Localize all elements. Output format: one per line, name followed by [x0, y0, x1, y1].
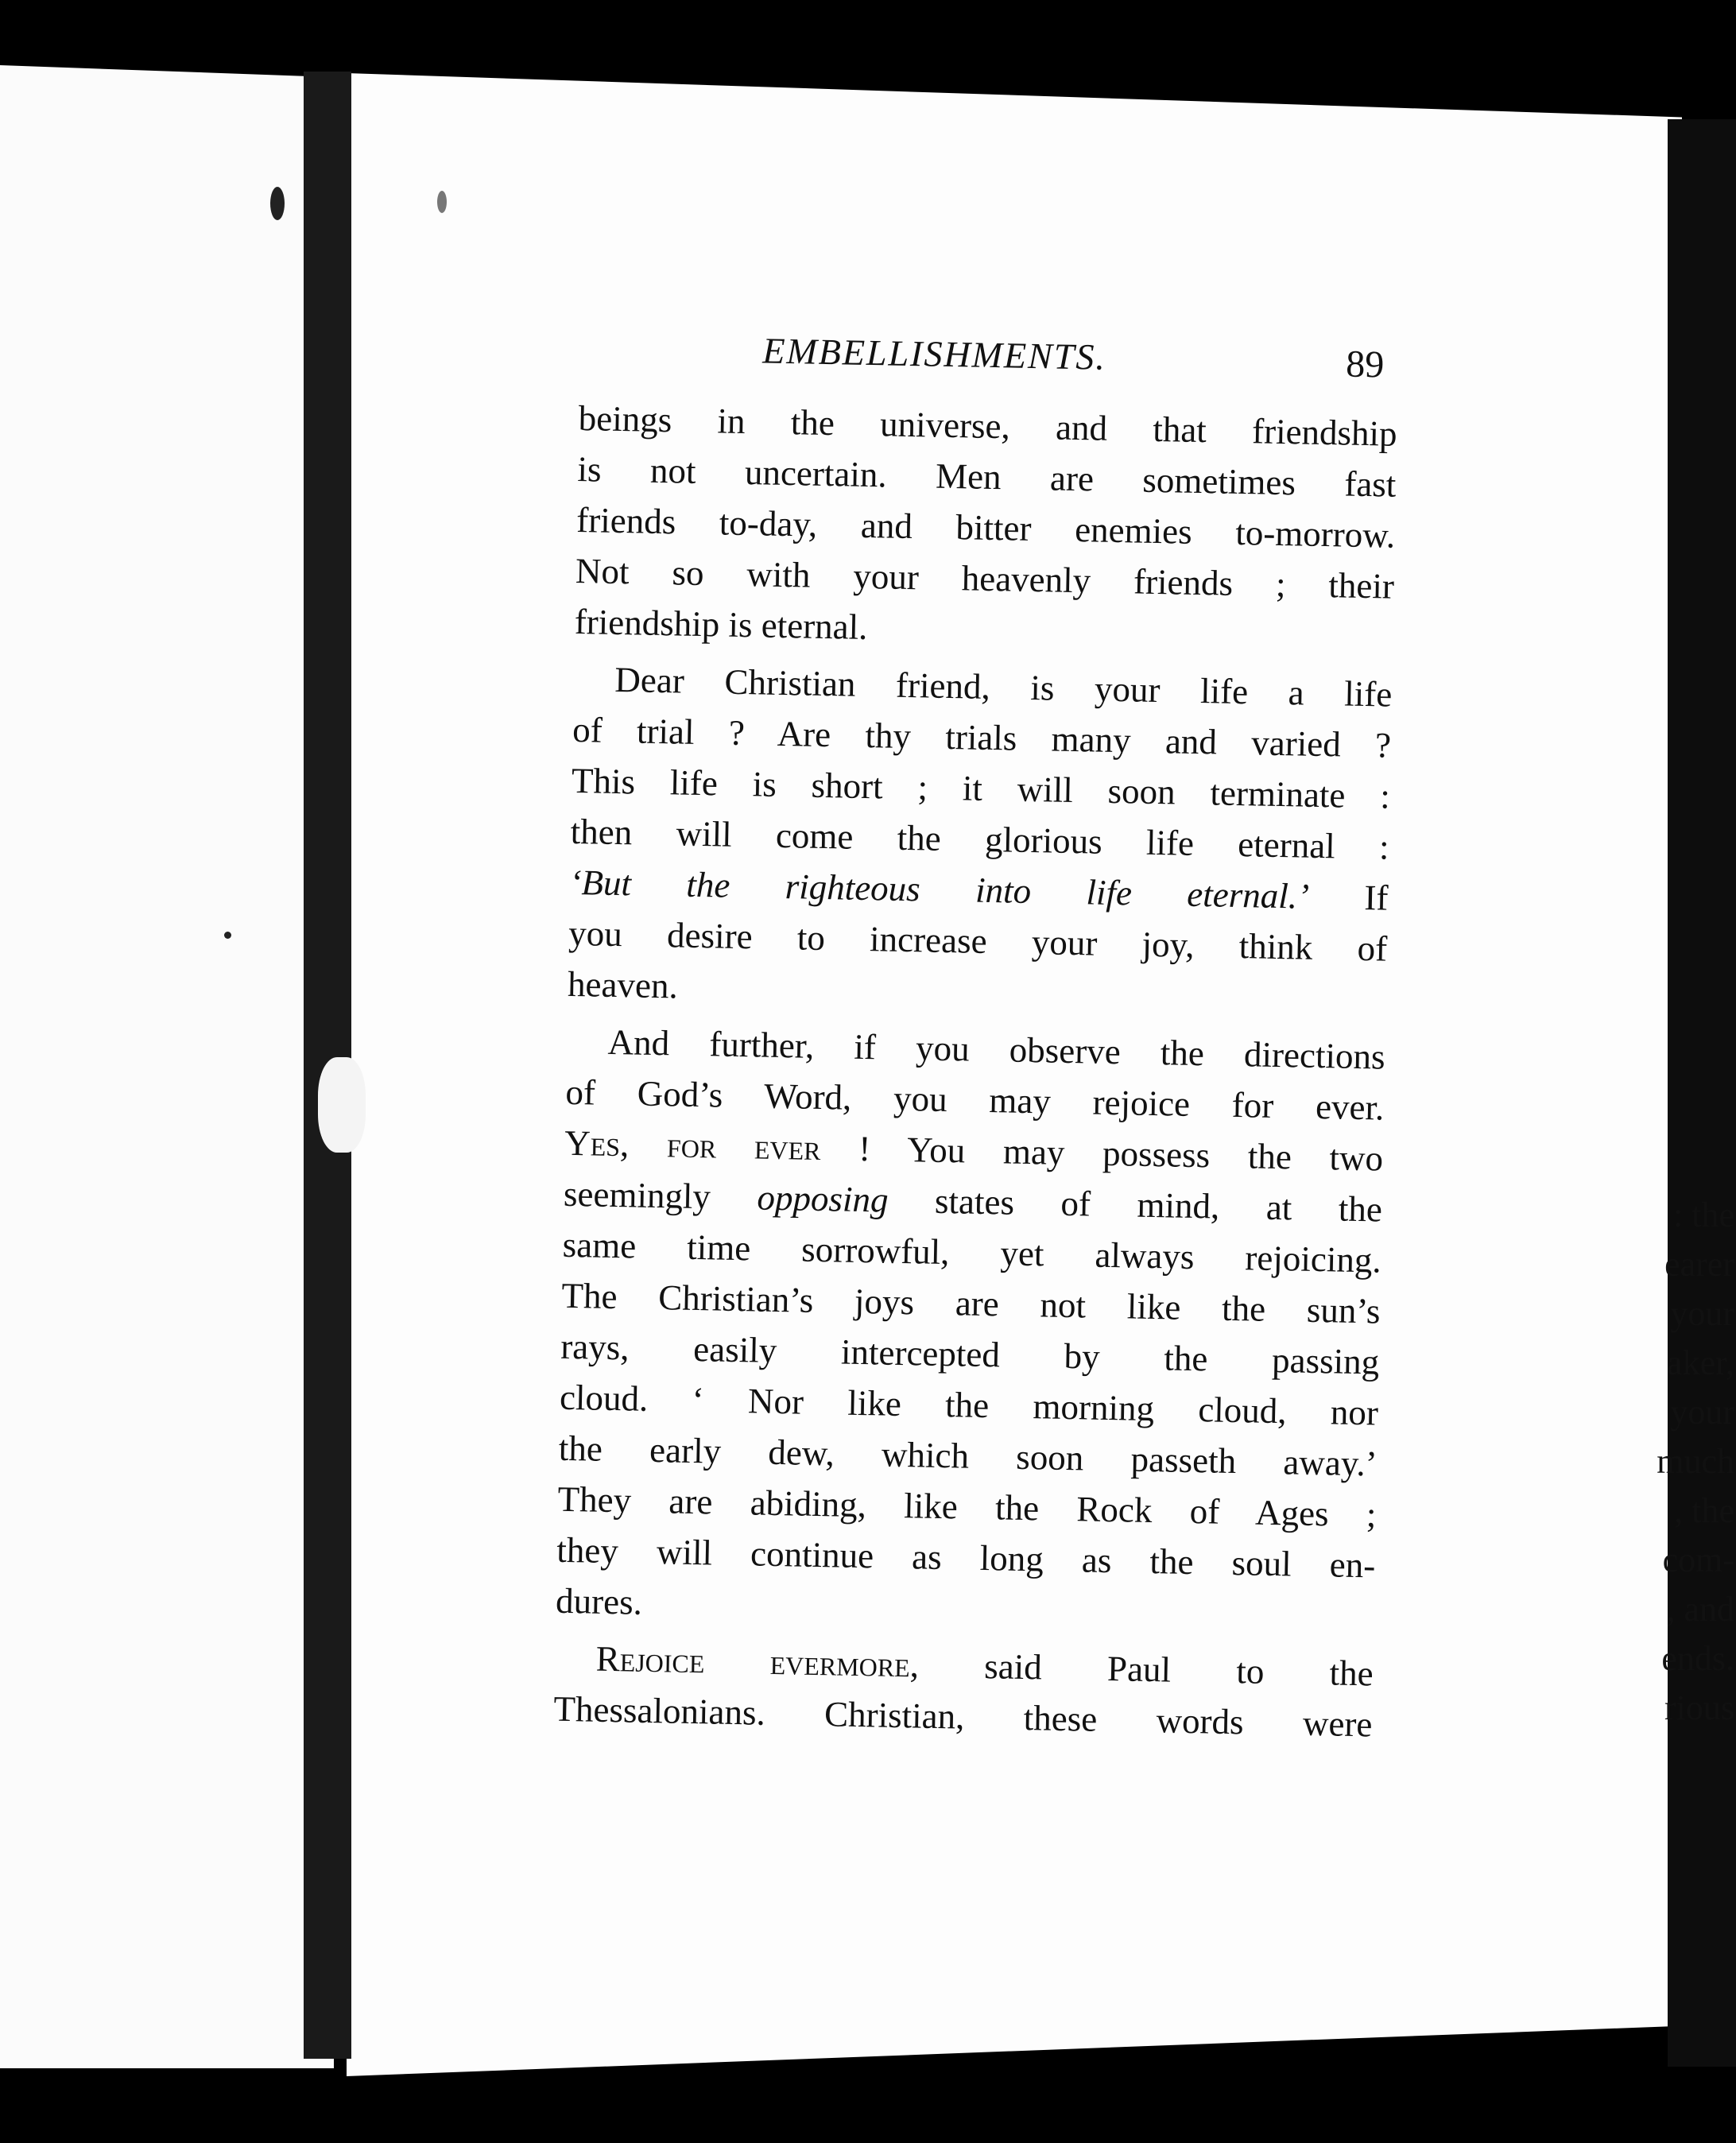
text-fragment: states of mind, at the [934, 1180, 1383, 1230]
left-fragment: ends. [1661, 1639, 1734, 1678]
left-fragment: your [1670, 1294, 1734, 1333]
paragraph-2 [567, 653, 1392, 1025]
text-line: The Christian’s joys are not like the sun’s [561, 1275, 1381, 1331]
text-line: then will come the glorious life eternal : [570, 811, 1390, 867]
ink-speck [224, 932, 231, 939]
text-fragment: If [1363, 878, 1389, 918]
left-fragment: rious [1664, 1688, 1734, 1727]
left-fragment: , the [1674, 1491, 1734, 1530]
left-fragment: , and [1666, 1590, 1734, 1629]
text-line: They are abiding, like the Rock of Ages ; [557, 1478, 1377, 1535]
text-line: Not so with your heavenly friends ; their [575, 550, 1395, 606]
text-line: This life is short ; it will soon terminate : [571, 760, 1391, 816]
page-edge-shadow [1668, 119, 1736, 2067]
text-line: beings in the universe, and that friendship [578, 397, 1398, 454]
scripture-quote: ‘But the righteous into life eternal.’ [569, 862, 1310, 916]
left-fragment: aker, [1667, 1343, 1734, 1382]
text-line: Thessalonians. Christian, these words were [553, 1688, 1373, 1745]
left-fragment: com- [1662, 1540, 1734, 1579]
left-fragment: much [1657, 1442, 1734, 1481]
text-line: dures. [555, 1580, 643, 1622]
text-line: the early dew, which soon passeth away.’ [558, 1428, 1378, 1484]
left-fragment: : the [1673, 1196, 1734, 1234]
page-number: 89 [1345, 343, 1385, 386]
small-caps-phrase: Rejoice evermore, [595, 1638, 920, 1685]
text-line: heaven. [567, 963, 679, 1006]
left-fragment: earer [1664, 1245, 1734, 1284]
text-line: cloud. ‘ Nor like the morning cloud, nor [559, 1377, 1379, 1433]
page-text-block [553, 326, 1399, 1756]
body-text [553, 393, 1397, 1750]
left-page-text [1401, 1191, 1734, 1733]
text-line: you desire to increase your joy, think of [568, 913, 1388, 969]
ink-speck [270, 187, 285, 220]
paragraph-3 [556, 1016, 1386, 1642]
text-line: Dear Christian friend, is your life a life [614, 659, 1393, 715]
text-line: same time sorrowful, yet always rejoicing. [562, 1224, 1382, 1281]
left-page [0, 65, 334, 2068]
italic-word: opposing [757, 1177, 889, 1220]
paragraph-4 [553, 1633, 1374, 1750]
text-line: of trial ? Are thy trials many and varied ? [572, 709, 1392, 765]
spine-highlight [318, 1057, 366, 1153]
text-line: friendship is eternal. [574, 601, 868, 648]
text-fragment: said Paul to the [983, 1646, 1374, 1694]
ink-speck [437, 191, 447, 213]
paragraph-1 [574, 393, 1397, 663]
running-title: EMBELLISHMENTS. [761, 330, 1107, 378]
text-line: of God’s Word, you may rejoice for ever. [565, 1072, 1385, 1128]
text-line: is not uncertain. Men are sometimes fast [577, 448, 1397, 505]
text-line: they will continue as long as the soul en- [556, 1529, 1376, 1586]
text-fragment: seemingly [563, 1173, 711, 1217]
text-fragment: You may possess the two [906, 1130, 1384, 1179]
text-line: rays, easily intercepted by the passing [560, 1326, 1380, 1382]
small-caps-phrase: Yes, for ever ! [564, 1122, 871, 1169]
text-line: And further, if you observe the directions [607, 1021, 1386, 1077]
left-fragment: your [1670, 1393, 1734, 1432]
text-line: friends to-day, and bitter enemies to-morrow. [575, 499, 1396, 556]
